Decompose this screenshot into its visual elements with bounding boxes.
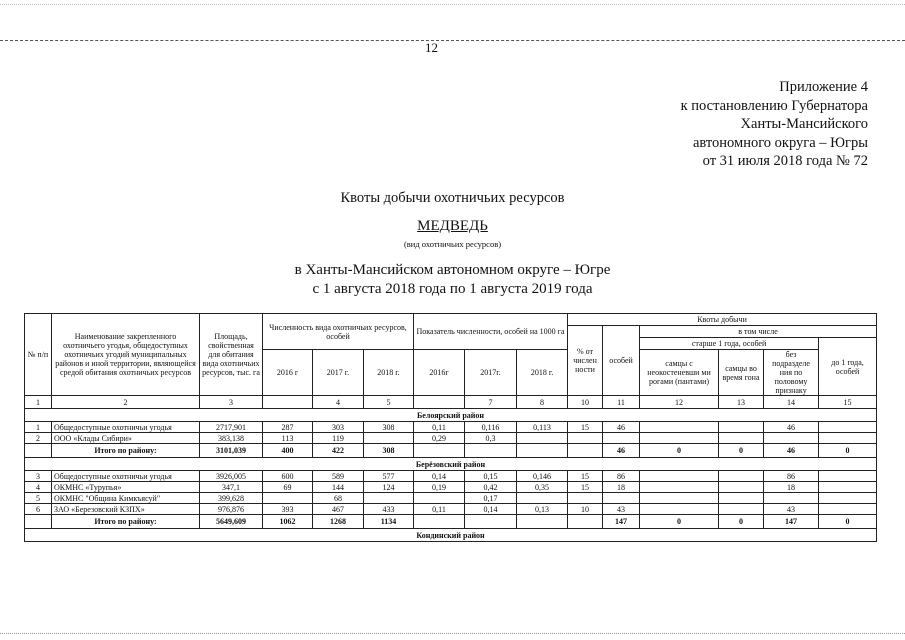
- column-number: 2: [52, 396, 200, 409]
- table-cell: 86: [764, 471, 819, 482]
- table-cell: 308: [364, 422, 414, 433]
- table-cell: 113: [263, 433, 313, 444]
- column-number: 8: [517, 396, 568, 409]
- species-note: (вид охотничьих ресурсов): [403, 239, 502, 249]
- header-under1: до 1 года, особей: [819, 338, 877, 396]
- table-cell: [517, 493, 568, 504]
- column-number: [414, 396, 465, 409]
- table-cell: 6: [25, 504, 52, 515]
- column-number: 1: [25, 396, 52, 409]
- header-num: № п/п: [25, 314, 52, 396]
- column-number: 7: [465, 396, 517, 409]
- table-cell: [764, 493, 819, 504]
- table-cell: 0,146: [517, 471, 568, 482]
- header-rut: самцы во время гона: [719, 350, 764, 396]
- header-year: 2017 г.: [313, 350, 364, 396]
- total-cell: 0: [640, 444, 719, 458]
- table-cell: 393: [263, 504, 313, 515]
- scan-top-edge: [0, 4, 905, 5]
- header-nosex: без подразделе ния по половому признаку: [764, 350, 819, 396]
- table-cell: [640, 471, 719, 482]
- table-cell: 600: [263, 471, 313, 482]
- total-cell: [465, 444, 517, 458]
- column-number: 3: [200, 396, 263, 409]
- header-including: в том числе: [640, 326, 877, 338]
- table-cell: 124: [364, 482, 414, 493]
- table-cell: 1: [25, 422, 52, 433]
- total-cell: 0: [719, 444, 764, 458]
- total-cell: 0: [819, 515, 877, 529]
- header-name: Наименование закрепленного охотничьего угодья, общедоступных охотничьих угодий муниципальных районов и иной территории, являющейся средой обитания охотничьих ресурсов: [52, 314, 200, 396]
- table-cell: 2717,901: [200, 422, 263, 433]
- total-cell: [414, 444, 465, 458]
- total-cell: 400: [263, 444, 313, 458]
- table-cell: 0,3: [465, 433, 517, 444]
- total-row: [25, 515, 877, 529]
- header-females: самцы с неокостеневши ми рогами (пантами): [640, 350, 719, 396]
- total-cell: 308: [364, 444, 414, 458]
- header-percent: % от числен ности: [568, 326, 603, 396]
- table-cell: 0,35: [517, 482, 568, 493]
- table-cell: [719, 482, 764, 493]
- table-cell: 46: [764, 422, 819, 433]
- header-year: 2016г: [414, 350, 465, 396]
- column-number: 10: [568, 396, 603, 409]
- total-cell: 0: [719, 515, 764, 529]
- table-cell: 0,11: [414, 422, 465, 433]
- appendix-line: автономного округа – Югры: [692, 134, 868, 151]
- table-cell: Общедоступные охотничьи угодья: [52, 422, 200, 433]
- total-cell: [25, 444, 52, 458]
- page-number: 12: [425, 40, 438, 55]
- table-cell: [364, 433, 414, 444]
- table-cell: [819, 482, 877, 493]
- table-cell: 15: [568, 482, 603, 493]
- table-cell: [819, 493, 877, 504]
- table-cell: [640, 422, 719, 433]
- table-cell: [819, 422, 877, 433]
- table-cell: 86: [603, 471, 640, 482]
- section-row: [25, 529, 877, 542]
- table-cell: 43: [603, 504, 640, 515]
- table-cell: 0,113: [517, 422, 568, 433]
- table-cell: 15: [568, 422, 603, 433]
- column-number-row: [25, 396, 877, 409]
- table-cell: [719, 471, 764, 482]
- total-cell: 46: [764, 444, 819, 458]
- table-cell: 4: [25, 482, 52, 493]
- header-population: Численность вида охотничьих ресурсов, особей: [263, 314, 414, 350]
- header-year: 2018 г.: [364, 350, 414, 396]
- total-cell: 5649,609: [200, 515, 263, 529]
- table-cell: [640, 504, 719, 515]
- table-cell: 119: [313, 433, 364, 444]
- appendix-line: от 31 июля 2018 года № 72: [702, 153, 868, 169]
- total-cell: 1062: [263, 515, 313, 529]
- column-number: 11: [603, 396, 640, 409]
- total-cell: 147: [764, 515, 819, 529]
- table-cell: 0,116: [465, 422, 517, 433]
- total-cell: [517, 515, 568, 529]
- table-cell: 577: [364, 471, 414, 482]
- table-cell: 18: [603, 482, 640, 493]
- table-row: [25, 433, 877, 444]
- header-year: 2016 г: [263, 350, 313, 396]
- total-cell: 0: [640, 515, 719, 529]
- column-number: 13: [719, 396, 764, 409]
- table-cell: 0,14: [414, 471, 465, 482]
- appendix-line: Приложение 4: [779, 79, 868, 95]
- table-cell: [640, 433, 719, 444]
- section-row: [25, 458, 877, 471]
- table-cell: 46: [603, 422, 640, 433]
- table-cell: [603, 433, 640, 444]
- table-cell: 0,17: [465, 493, 517, 504]
- table-row: [25, 493, 877, 504]
- table-cell: 589: [313, 471, 364, 482]
- total-cell: [25, 515, 52, 529]
- column-number: 15: [819, 396, 877, 409]
- period-line: с 1 августа 2018 года по 1 августа 2019 года: [312, 281, 593, 297]
- appendix-line: к постановлению Губернатора: [680, 97, 868, 114]
- table-cell: [819, 471, 877, 482]
- total-cell: Итого по району:: [52, 444, 200, 458]
- table-cell: 303: [313, 422, 364, 433]
- header-rule: [0, 40, 905, 41]
- total-cell: Итого по району:: [52, 515, 200, 529]
- table-cell: [719, 422, 764, 433]
- region-line: в Ханты-Мансийском автономном округе – Югре: [294, 262, 611, 278]
- table-cell: [719, 433, 764, 444]
- table-cell: ОКМНС «Турупья»: [52, 482, 200, 493]
- header-individuals: особей: [603, 326, 640, 396]
- table-row: [25, 422, 877, 433]
- table-cell: [640, 493, 719, 504]
- table-cell: [819, 504, 877, 515]
- table-cell: 15: [568, 471, 603, 482]
- species-name: МЕДВЕДЬ: [417, 218, 488, 234]
- table-cell: [414, 493, 465, 504]
- total-row: [25, 444, 877, 458]
- table-row: [25, 471, 877, 482]
- table-cell: 347,1: [200, 482, 263, 493]
- table-cell: ЗАО «Березовский КЗПХ»: [52, 504, 200, 515]
- table-cell: [603, 493, 640, 504]
- table-cell: 3: [25, 471, 52, 482]
- table-cell: 5: [25, 493, 52, 504]
- appendix-block: [608, 78, 868, 171]
- table-cell: 0,29: [414, 433, 465, 444]
- table-cell: [719, 493, 764, 504]
- total-cell: 147: [603, 515, 640, 529]
- table-cell: 18: [764, 482, 819, 493]
- header-density: Показатель численности, особей на 1000 га: [414, 314, 568, 350]
- section-name: Кондинский район: [25, 529, 877, 542]
- table-cell: 0,15: [465, 471, 517, 482]
- table-row: [25, 504, 877, 515]
- table-cell: ООО «Клады Сибири»: [52, 433, 200, 444]
- header-year: 2018 г.: [517, 350, 568, 396]
- header-quotas: Квоты добычи: [568, 314, 877, 326]
- total-cell: 1134: [364, 515, 414, 529]
- table-cell: 43: [764, 504, 819, 515]
- column-number: 12: [640, 396, 719, 409]
- table-cell: 69: [263, 482, 313, 493]
- table-cell: [568, 493, 603, 504]
- table-cell: 0,11: [414, 504, 465, 515]
- scan-bottom-edge: [0, 633, 905, 634]
- total-cell: [517, 444, 568, 458]
- table-cell: [517, 433, 568, 444]
- header-older: старше 1 года, особей: [640, 338, 819, 350]
- table-cell: 144: [313, 482, 364, 493]
- table-cell: [719, 504, 764, 515]
- table-cell: [364, 493, 414, 504]
- total-cell: 422: [313, 444, 364, 458]
- table-cell: 0,13: [517, 504, 568, 515]
- table-row: [25, 482, 877, 493]
- table-cell: 467: [313, 504, 364, 515]
- section-name: Берёзовский район: [25, 458, 877, 471]
- table-cell: 0,42: [465, 482, 517, 493]
- table-cell: 3926,005: [200, 471, 263, 482]
- total-cell: [465, 515, 517, 529]
- table-cell: [819, 433, 877, 444]
- total-cell: 46: [603, 444, 640, 458]
- column-number: [263, 396, 313, 409]
- total-cell: 1268: [313, 515, 364, 529]
- total-cell: [568, 444, 603, 458]
- table-cell: 0,14: [465, 504, 517, 515]
- column-number: 5: [364, 396, 414, 409]
- table-cell: [568, 433, 603, 444]
- table-cell: ОКМНС "Община Кимкъясуй": [52, 493, 200, 504]
- table-cell: Общедоступные охотничьи угодья: [52, 471, 200, 482]
- total-cell: 3101,039: [200, 444, 263, 458]
- table-cell: 433: [364, 504, 414, 515]
- header-area: Площадь, свойственная для обитания вида охотничьих ресурсов, тыс. га: [200, 314, 263, 396]
- table-cell: 2: [25, 433, 52, 444]
- table-cell: 10: [568, 504, 603, 515]
- table-cell: 68: [313, 493, 364, 504]
- column-number: 14: [764, 396, 819, 409]
- total-cell: [414, 515, 465, 529]
- column-number: 4: [313, 396, 364, 409]
- table-cell: [764, 433, 819, 444]
- section-row: [25, 409, 877, 422]
- quota-table: [24, 313, 877, 542]
- total-cell: [568, 515, 603, 529]
- table-cell: 0,19: [414, 482, 465, 493]
- table-cell: 399,628: [200, 493, 263, 504]
- header-year: 2017г.: [465, 350, 517, 396]
- total-cell: 0: [819, 444, 877, 458]
- table-cell: 976,876: [200, 504, 263, 515]
- table-cell: 383,138: [200, 433, 263, 444]
- appendix-line: Ханты-Мансийского: [740, 116, 868, 132]
- table-cell: [263, 493, 313, 504]
- table-cell: 287: [263, 422, 313, 433]
- section-name: Белоярский район: [25, 409, 877, 422]
- table-cell: [640, 482, 719, 493]
- document-title: Квоты добычи охотничьих ресурсов: [340, 190, 565, 206]
